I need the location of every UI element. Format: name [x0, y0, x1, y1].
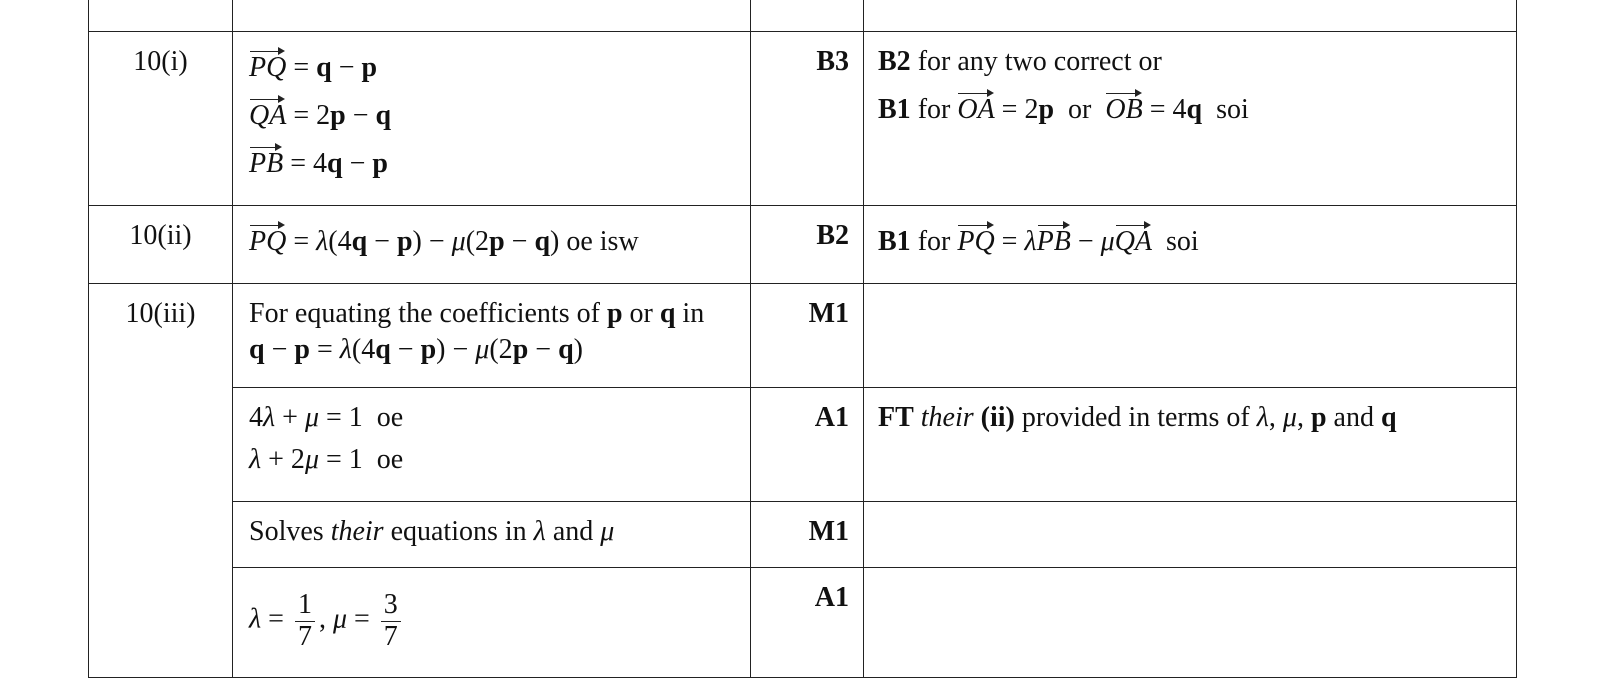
text: B1	[878, 94, 911, 126]
text: λ	[249, 444, 262, 476]
text: μ	[1100, 226, 1115, 257]
text: equations in	[383, 516, 534, 547]
text: = 1 oe	[319, 402, 404, 433]
text: =	[286, 52, 317, 83]
text: −	[367, 226, 397, 257]
text: ) oe isw	[550, 226, 639, 257]
guidance-line	[878, 402, 1504, 434]
text: )	[573, 334, 583, 366]
cell	[233, 0, 751, 32]
marks: A1	[751, 388, 864, 502]
text: λ	[339, 334, 352, 366]
text: +	[275, 402, 305, 433]
text: 4	[249, 402, 263, 433]
text: −	[342, 148, 373, 180]
answer-cell	[233, 502, 751, 568]
numerator: 3	[381, 590, 401, 622]
mark-scheme-table	[88, 0, 1517, 678]
guidance-cell	[864, 284, 1517, 388]
guidance-cell	[864, 502, 1517, 568]
text: q	[558, 334, 574, 366]
text: ) −	[412, 226, 452, 257]
text: their	[913, 402, 974, 433]
marks: B2	[751, 206, 864, 284]
text: λ	[316, 226, 329, 257]
text: p	[294, 334, 310, 366]
text: or	[1054, 94, 1106, 126]
fraction	[295, 590, 315, 653]
text: = 4	[1142, 94, 1187, 126]
row-10iii-1	[89, 284, 1517, 388]
text: μ	[475, 334, 490, 366]
text: p	[1038, 94, 1055, 126]
fraction	[381, 590, 401, 653]
vector: PB	[249, 142, 283, 180]
text: ,	[1268, 402, 1283, 433]
text: q	[1186, 94, 1203, 126]
text: (4	[351, 334, 376, 366]
text: FT	[878, 402, 914, 433]
text: =	[994, 226, 1025, 257]
answer-line	[249, 516, 736, 548]
text: =	[261, 603, 291, 635]
vector: PB	[1037, 220, 1071, 258]
text: =	[347, 603, 377, 635]
vector: PQ	[249, 220, 286, 258]
vector: QA	[1115, 220, 1152, 258]
answer-line	[249, 220, 736, 258]
text: q	[534, 226, 551, 257]
text: p	[396, 226, 413, 257]
text: q	[375, 100, 392, 132]
row-10iii-3	[89, 502, 1517, 568]
text: p	[1310, 402, 1327, 433]
text: (4	[328, 226, 352, 257]
answer-line	[249, 142, 736, 180]
text: q	[659, 298, 676, 329]
answer-line	[249, 94, 736, 132]
text: = 1 oe	[319, 444, 404, 476]
text: −	[345, 100, 376, 132]
text: for	[910, 226, 958, 257]
denominator: 7	[383, 620, 398, 652]
row-10ii	[89, 206, 1517, 284]
text: (2	[465, 226, 490, 257]
text: for	[910, 94, 958, 126]
text: p	[420, 334, 437, 366]
answer-cell	[233, 388, 751, 502]
text: −	[1070, 226, 1101, 257]
answer-line	[249, 334, 736, 366]
guidance-line	[878, 46, 1504, 78]
text: −	[528, 334, 559, 366]
marks: A1	[751, 568, 864, 678]
answer-line	[249, 298, 736, 330]
text: ,	[318, 603, 333, 635]
text: q	[375, 334, 391, 366]
text: p	[330, 100, 346, 132]
text: −	[504, 226, 535, 257]
text: q	[249, 334, 265, 366]
text: and	[545, 516, 601, 547]
text: p	[512, 334, 529, 366]
vector: OB	[1105, 88, 1142, 126]
text: p	[372, 148, 388, 180]
text: and	[1326, 402, 1381, 433]
question-number: 10(iii)	[89, 284, 233, 678]
text: (2	[489, 334, 513, 366]
marks: M1	[751, 284, 864, 388]
text: in	[675, 298, 705, 329]
text: =	[286, 226, 317, 257]
text: −	[331, 52, 362, 83]
guidance-cell	[864, 568, 1517, 678]
cell	[751, 0, 864, 32]
text: or	[622, 298, 660, 329]
answer-cell	[233, 32, 751, 206]
text: −	[390, 334, 421, 366]
text: μ	[304, 444, 319, 476]
text: ,	[1296, 402, 1311, 433]
question-number: 10(ii)	[89, 206, 233, 284]
text: = 2	[286, 100, 331, 132]
text: = 2	[994, 94, 1039, 126]
text: p	[489, 226, 505, 257]
text: μ	[600, 516, 615, 547]
text: −	[264, 334, 295, 366]
question-number: 10(i)	[89, 32, 233, 206]
text: q	[1380, 402, 1397, 433]
text: λ	[1024, 226, 1037, 257]
text: B2	[878, 46, 911, 77]
text: λ	[533, 516, 546, 547]
marks: M1	[751, 502, 864, 568]
text: for any two correct or	[910, 46, 1162, 77]
text: B1	[878, 226, 911, 257]
text: p	[361, 52, 378, 83]
text: + 2	[261, 444, 305, 476]
text: μ	[451, 226, 466, 257]
text: μ	[332, 603, 347, 635]
text: = 4	[283, 148, 328, 180]
cell	[864, 0, 1517, 32]
answer-cell	[233, 568, 751, 678]
vector: QA	[249, 94, 286, 132]
row-10iii-2	[89, 388, 1517, 502]
guidance-line	[878, 88, 1504, 126]
text: q	[327, 148, 343, 180]
guidance-line	[878, 220, 1504, 258]
vector: PQ	[249, 46, 286, 84]
text: =	[309, 334, 340, 366]
text: p	[606, 298, 623, 329]
text: For equating the coefficients of	[249, 298, 607, 329]
answer-line	[249, 590, 736, 653]
text: λ	[249, 603, 262, 635]
guidance-cell	[864, 388, 1517, 502]
text: λ	[1256, 402, 1269, 433]
text: (ii)	[973, 402, 1015, 433]
answer-line	[249, 46, 736, 84]
guidance-cell	[864, 206, 1517, 284]
answer-cell	[233, 284, 751, 388]
answer-line	[249, 444, 736, 476]
numerator: 1	[295, 590, 315, 622]
text: q	[351, 226, 368, 257]
cell	[89, 0, 233, 32]
text: Solves	[249, 516, 331, 547]
text: μ	[1282, 402, 1297, 433]
text: provided in terms of	[1014, 402, 1257, 433]
vector: PQ	[957, 220, 994, 258]
marks: B3	[751, 32, 864, 206]
row-10i	[89, 32, 1517, 206]
text: q	[316, 52, 332, 83]
answer-cell	[233, 206, 751, 284]
vector: OA	[957, 88, 994, 126]
text: ) −	[436, 334, 476, 366]
row-10iii-4	[89, 568, 1517, 678]
text: soi	[1202, 94, 1249, 126]
text: their	[330, 516, 384, 547]
guidance-cell	[864, 32, 1517, 206]
text: soi	[1152, 226, 1199, 257]
text: μ	[304, 402, 319, 433]
text: λ	[263, 402, 276, 433]
answer-line	[249, 402, 736, 434]
denominator: 7	[297, 620, 312, 652]
partial-top-row	[89, 0, 1517, 32]
